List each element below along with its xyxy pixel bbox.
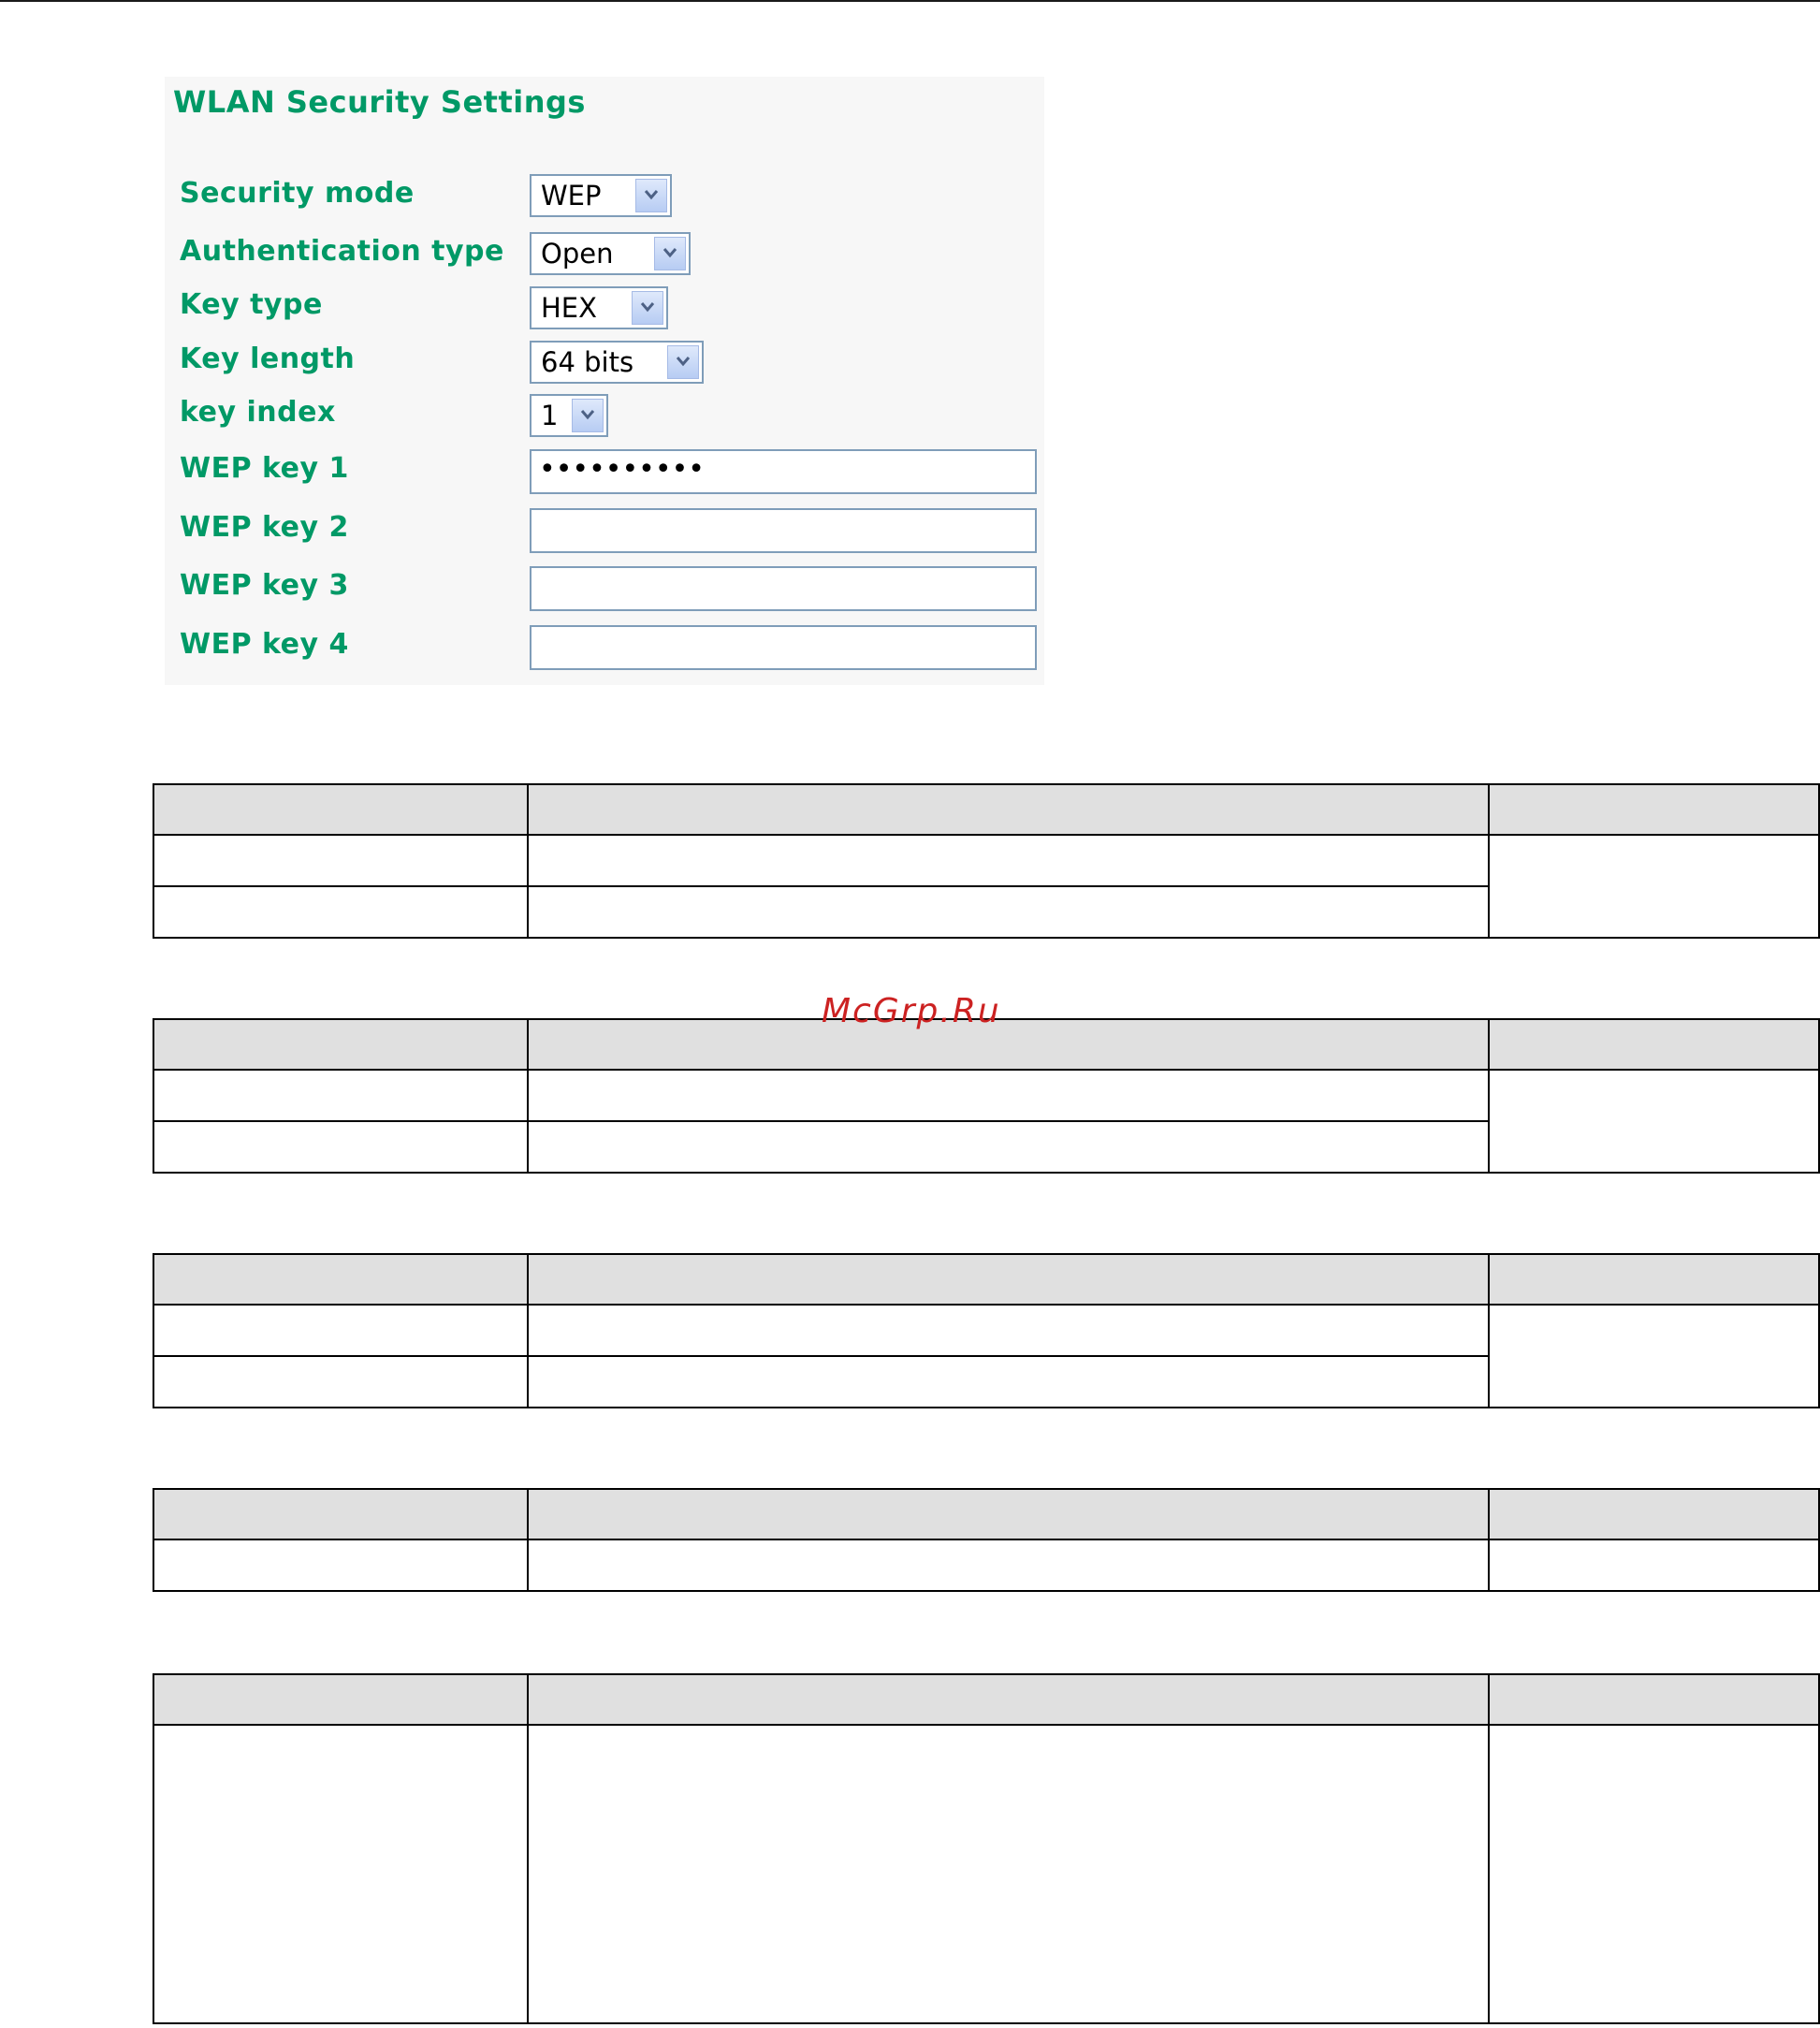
table-5 [153, 1673, 1820, 2024]
table-2 [153, 1018, 1820, 1174]
table-1 [153, 783, 1820, 939]
label-wep-key-4: WEP key 4 [180, 628, 349, 661]
wep-key-1-input[interactable] [530, 449, 1037, 494]
key-index-select[interactable] [530, 394, 608, 437]
authentication-type-select[interactable] [530, 232, 691, 275]
label-wep-key-2: WEP key 2 [180, 511, 349, 544]
table-4 [153, 1488, 1820, 1592]
key-type-value: HEX [541, 292, 597, 324]
key-length-select[interactable] [530, 341, 704, 384]
chevron-down-icon [667, 345, 699, 379]
label-key-length: Key length [180, 343, 356, 375]
table-2-grid [153, 1018, 1820, 1174]
wep-key-3-input[interactable] [530, 566, 1037, 611]
table-3-grid [153, 1253, 1820, 1408]
key-type-select[interactable] [530, 286, 668, 329]
table-4-grid [153, 1488, 1820, 1592]
wep-key-4-input[interactable] [530, 625, 1037, 670]
wep-key-1-value: •••••••••• [539, 453, 705, 486]
watermark: McGrp.Ru [822, 992, 1001, 1030]
chevron-down-icon [654, 237, 686, 270]
label-key-index: key index [180, 396, 336, 429]
table-1-grid [153, 783, 1820, 939]
security-mode-select[interactable] [530, 174, 672, 217]
table-3 [153, 1253, 1820, 1408]
label-authentication-type: Authentication type [180, 235, 504, 268]
label-security-mode: Security mode [180, 177, 415, 210]
table-5-grid [153, 1673, 1820, 2024]
chevron-down-icon [572, 399, 604, 432]
label-wep-key-3: WEP key 3 [180, 569, 349, 602]
panel-title: WLAN Security Settings [173, 84, 586, 120]
label-key-type: Key type [180, 288, 323, 321]
wep-key-2-input[interactable] [530, 508, 1037, 553]
label-wep-key-1: WEP key 1 [180, 452, 349, 485]
key-index-value: 1 [541, 400, 559, 431]
chevron-down-icon [635, 179, 667, 212]
security-mode-value: WEP [541, 180, 602, 212]
chevron-down-icon [632, 291, 663, 325]
key-length-value: 64 bits [541, 346, 634, 378]
authentication-type-value: Open [541, 238, 614, 270]
top-rule [0, 0, 1820, 2]
